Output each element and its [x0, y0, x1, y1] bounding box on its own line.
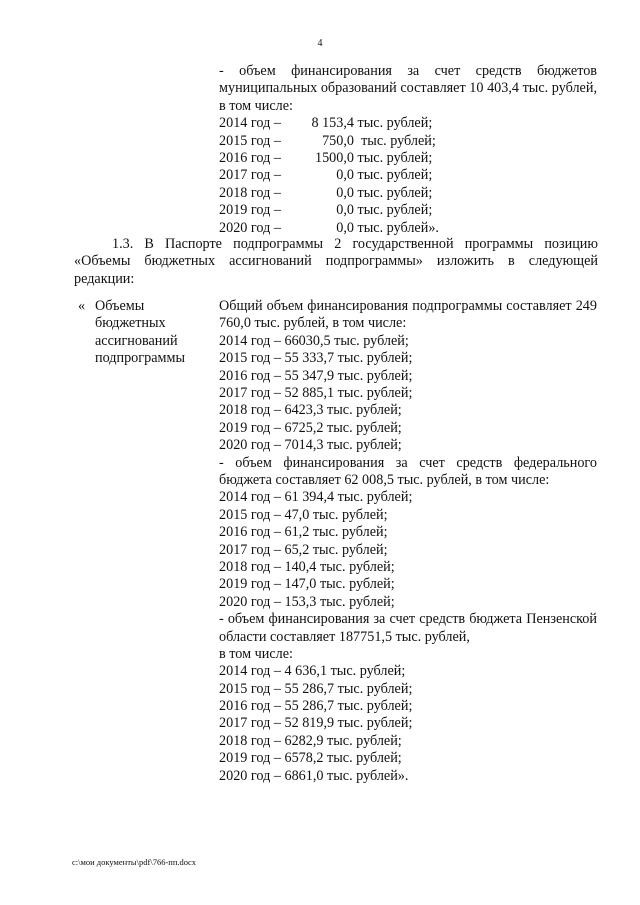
year-row — [219, 202, 597, 219]
year-amount: 0,0 — [336, 167, 354, 184]
year-amount: 750,0 — [322, 132, 354, 149]
year-unit: тыс. рублей; — [354, 202, 433, 219]
position-label-text — [95, 298, 215, 368]
municipal-funding-intro: - объем финансирования за счет средств бюджетов муниципальных образований составляет 10 403,4 тыс. рублей, в том числе: — [219, 63, 597, 114]
federal-year-row: 2019 год – 147,0 тыс. рублей; — [219, 576, 395, 593]
regional-year-row: 2015 год – 55 286,7 тыс. рублей; — [219, 680, 413, 697]
year-label: 2017 год – — [219, 167, 281, 184]
federal-year-row: 2015 год – 47,0 тыс. рублей; — [219, 506, 388, 523]
label-line: подпрограммы — [95, 350, 185, 367]
federal-year-row: 2016 год – 61,2 тыс. рублей; — [219, 524, 388, 541]
year-amount: 0,0 — [336, 219, 354, 236]
label-line: бюджетных — [95, 315, 166, 332]
federal-funding-intro: - объем финансирования за счет средств федерального бюджета составляет 62 008,5 тыс. рублей, в том числе: — [219, 454, 597, 488]
regional-year-row: 2018 год – 6282,9 тыс. рублей; — [219, 732, 402, 749]
year-label: 2015 год – — [219, 132, 281, 149]
year-label: 2020 год – — [219, 219, 281, 236]
page-number: 4 — [317, 38, 323, 49]
regional-funding-intro: - объем финансирования за счет средств бюджета Пензенской области составляет 187751,5 тыс. рублей, — [219, 611, 597, 645]
year-label: 2018 год – — [219, 184, 281, 201]
year-amount: 1500,0 — [314, 150, 354, 166]
file-path-footer: c:\мои документы\pdf\766-пп.docx — [72, 857, 197, 867]
year-label: 2014 год – — [219, 115, 281, 132]
regional-year-row: 2014 год – 4 636,1 тыс. рублей; — [219, 663, 406, 680]
year-label: 2019 год – — [219, 202, 281, 219]
federal-year-row: 2020 год – 153,3 тыс. рублей; — [219, 593, 395, 610]
municipal-funding-years — [219, 115, 597, 237]
year-amount: 8 153,4 — [311, 115, 354, 132]
year-unit: тыс. рублей; — [354, 167, 433, 184]
year-row — [219, 185, 597, 202]
year-row — [219, 115, 597, 132]
year-row — [219, 133, 597, 150]
total-year-row: 2018 год – 6423,3 тыс. рублей; — [219, 402, 402, 419]
regional-year-row: 2019 год – 6578,2 тыс. рублей; — [219, 750, 402, 767]
year-unit: тыс. рублей; — [354, 132, 436, 149]
amendment-paragraph: 1.3. В Паспорте подпрограммы 2 государственной программы позицию «Объемы бюджетных ассигнований подпрограммы» изложить в следующей редакции: — [74, 236, 598, 287]
regional-year-row: 2020 год – 6861,0 тыс. рублей». — [219, 767, 409, 784]
federal-year-row: 2018 год – 140,4 тыс. рублей; — [219, 558, 395, 575]
label-line: Объемы — [95, 298, 145, 314]
year-row — [219, 150, 597, 167]
total-year-row: 2017 год – 52 885,1 тыс. рублей; — [219, 384, 413, 401]
total-year-row: 2015 год – 55 333,7 тыс. рублей; — [219, 350, 413, 367]
year-amount: 0,0 — [336, 202, 354, 219]
municipal-funding-block — [219, 63, 597, 237]
regional-funding-intro-continuation: в том числе: — [219, 645, 293, 662]
year-unit: тыс. рублей; — [354, 184, 433, 201]
regional-year-row: 2016 год – 55 286,7 тыс. рублей; — [219, 698, 413, 715]
federal-year-row: 2017 год – 65,2 тыс. рублей; — [219, 541, 388, 558]
year-amount: 0,0 — [336, 184, 354, 201]
year-label: 2016 год – — [219, 150, 281, 166]
total-year-row: 2016 год – 55 347,9 тыс. рублей; — [219, 367, 413, 384]
year-unit: тыс. рублей; — [354, 115, 433, 132]
year-unit: тыс. рублей; — [354, 150, 433, 166]
total-year-row: 2019 год – 6725,2 тыс. рублей; — [219, 419, 402, 436]
year-unit: тыс. рублей». — [354, 219, 439, 236]
opening-quote: « — [78, 298, 86, 314]
total-year-row: 2020 год – 7014,3 тыс. рублей; — [219, 437, 402, 454]
passport-position-value — [219, 298, 597, 785]
regional-year-row: 2017 год – 52 819,9 тыс. рублей; — [219, 715, 413, 732]
total-year-row: 2014 год – 66030,5 тыс. рублей; — [219, 332, 409, 349]
label-line: ассигнований — [95, 332, 178, 349]
total-funding-intro: Общий объем финансирования подпрограммы составляет 249 760,0 тыс. рублей, в том числе: — [219, 298, 597, 332]
year-row — [219, 167, 597, 184]
year-row — [219, 220, 597, 237]
federal-year-row: 2014 год – 61 394,4 тыс. рублей; — [219, 489, 413, 506]
